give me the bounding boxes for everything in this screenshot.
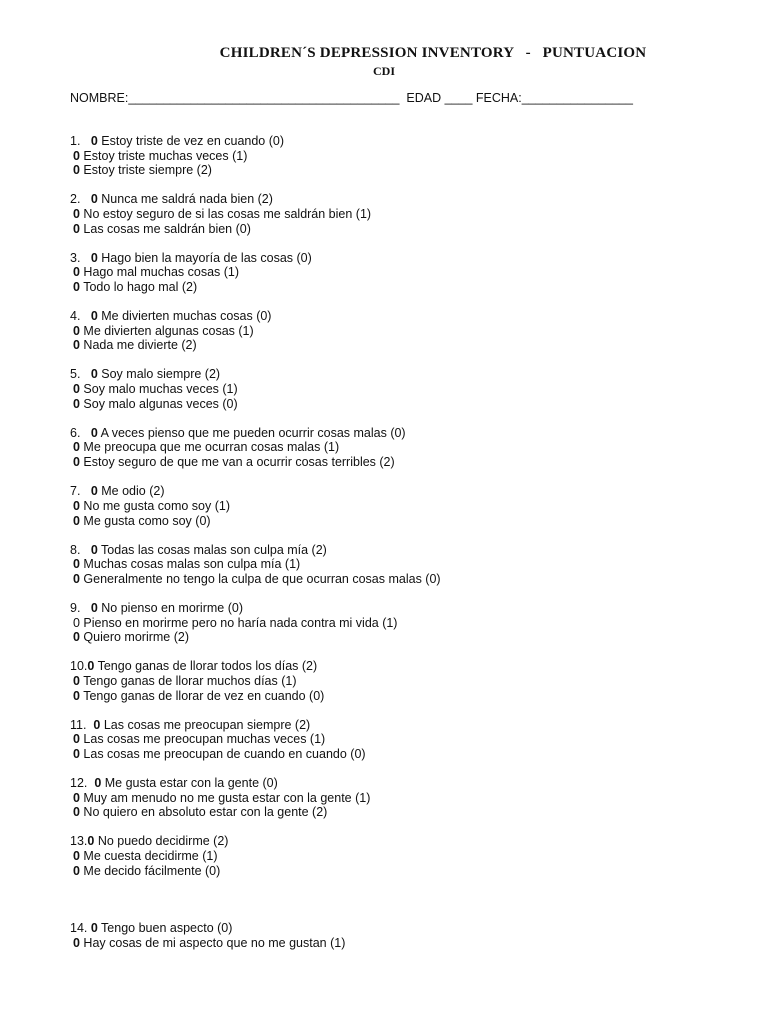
option-score-mark: 0 <box>73 513 80 528</box>
option-text: Me divierten muchas cosas (0) <box>97 309 272 324</box>
option-score-mark: 0 <box>73 849 80 863</box>
option-score-mark: 0 <box>73 440 80 455</box>
option-score-mark: 0 <box>94 775 102 790</box>
option-score-mark: 0 <box>87 659 95 674</box>
question-option <box>70 849 750 864</box>
question-first-option <box>70 776 750 791</box>
question-option <box>70 805 750 820</box>
option-score-mark: 0 <box>90 134 98 148</box>
option-score-mark: 0 <box>90 542 98 557</box>
question-option <box>70 455 750 470</box>
question-option <box>70 689 750 704</box>
question-first-option <box>70 921 750 936</box>
question-number: 12. <box>70 775 95 790</box>
option-text: Nunca me saldrá nada bien (2) <box>97 192 273 207</box>
question-option <box>70 747 750 762</box>
option-text: Tengo ganas de llorar de vez en cuando (0) <box>79 688 325 703</box>
option-text: Muy am menudo no me gusta estar con la gente (1) <box>79 790 371 805</box>
question-number: 14. <box>70 921 91 936</box>
option-score-mark: 0 <box>73 148 80 163</box>
option-text: Muchas cosas malas son culpa mía (1) <box>79 557 301 572</box>
question-option <box>70 616 750 631</box>
option-text: Las cosas me preocupan de cuando en cuando (0) <box>79 746 366 761</box>
option-text: Todas las cosas malas son culpa mía (2) <box>97 542 327 557</box>
question-item <box>70 834 750 878</box>
question-option <box>70 936 750 951</box>
option-score-mark: 0 <box>73 673 80 688</box>
question-first-option <box>70 251 750 266</box>
option-text: No estoy seguro de si las cosas me saldrán bien (1) <box>79 207 372 222</box>
option-text: Soy malo siempre (2) <box>97 367 221 382</box>
document-subtitle: CDI <box>372 64 395 78</box>
option-text: Generalmente no tengo la culpa de que ocurran cosas malas (0) <box>79 571 441 586</box>
question-number: 7. <box>70 484 91 499</box>
question-item <box>70 426 750 470</box>
question-option <box>70 572 750 587</box>
option-text: No pienso en morirme (0) <box>97 600 243 615</box>
option-score-mark: 0 <box>73 863 80 878</box>
question-item <box>70 718 750 762</box>
question-option <box>70 265 750 280</box>
question-item <box>70 776 750 820</box>
option-text: Me preocupa que me ocurran cosas malas (1) <box>79 440 340 455</box>
question-first-option <box>70 601 750 616</box>
question-option <box>70 732 750 747</box>
option-score-mark: 0 <box>73 557 80 572</box>
question-number: 4. <box>70 309 91 324</box>
option-score-mark: 0 <box>73 630 80 645</box>
question-number: 6. <box>70 425 91 440</box>
question-option <box>70 440 750 455</box>
question-item <box>70 601 750 645</box>
option-score-mark: 0 <box>73 221 80 236</box>
option-score-mark: 0 <box>73 265 80 280</box>
option-text: Tengo ganas de llorar todos los días (2) <box>94 659 318 674</box>
option-text: Hago mal muchas cosas (1) <box>79 265 240 280</box>
option-text: Nada me divierte (2) <box>79 338 197 353</box>
question-first-option <box>70 192 750 207</box>
question-option <box>70 149 750 164</box>
option-text: Quiero morirme (2) <box>79 630 189 645</box>
option-score-mark: 0 <box>93 717 101 732</box>
question-item <box>70 659 750 703</box>
option-text: Estoy seguro de que me van a ocurrir cosas terribles (2) <box>79 455 395 470</box>
option-score-mark: 0 <box>87 834 95 849</box>
option-score-mark: 0 <box>73 746 80 761</box>
option-text: No quiero en absoluto estar con la gente (2) <box>79 805 328 820</box>
option-score-mark: 0 <box>90 600 98 615</box>
option-score-mark: 0 <box>90 367 98 382</box>
option-text: Soy malo algunas veces (0) <box>79 396 238 411</box>
question-item <box>70 921 750 950</box>
option-score-mark: 0 <box>73 323 80 338</box>
question-option <box>70 163 750 178</box>
option-score-mark: 0 <box>73 732 80 747</box>
question-number: 9. <box>70 600 91 615</box>
option-score-mark: 0 <box>73 688 80 703</box>
question-number: 10. <box>70 659 88 674</box>
option-text: Pienso en morirme pero no haría nada contra mi vida (1) <box>79 615 398 630</box>
option-score-mark: 0 <box>73 790 80 805</box>
option-score-mark: 0 <box>73 396 80 411</box>
option-text: Hay cosas de mi aspecto que no me gustan (1) <box>79 936 346 951</box>
option-score-mark: 0 <box>90 484 98 499</box>
question-first-option <box>70 834 750 849</box>
option-text: Me odio (2) <box>97 484 165 499</box>
question-item <box>70 309 750 353</box>
option-text: Estoy triste de vez en cuando (0) <box>97 134 285 148</box>
question-number: 11. <box>70 717 94 732</box>
option-score-mark: 0 <box>73 382 80 397</box>
question-option <box>70 280 750 295</box>
question-number: 8. <box>70 542 91 557</box>
option-text: Tengo buen aspecto (0) <box>97 921 233 936</box>
question-option <box>70 514 750 529</box>
question-item <box>70 543 750 587</box>
question-option <box>70 324 750 339</box>
option-score-mark: 0 <box>90 425 98 440</box>
option-score-mark: 0 <box>73 936 80 951</box>
option-text: Tengo ganas de llorar muchos días (1) <box>79 673 297 688</box>
question-first-option <box>70 367 750 382</box>
option-score-mark: 0 <box>73 207 80 222</box>
question-first-option <box>70 718 750 733</box>
option-text: Las cosas me preocupan siempre (2) <box>100 717 311 732</box>
question-first-option <box>70 309 750 324</box>
option-text: Soy malo muchas veces (1) <box>79 382 238 397</box>
option-score-mark: 0 <box>73 571 80 586</box>
option-score-mark: 0 <box>73 615 80 630</box>
question-option <box>70 338 750 353</box>
option-text: Hago bien la mayoría de las cosas (0) <box>97 250 312 265</box>
question-first-option <box>70 484 750 499</box>
option-text: Todo lo hago mal (2) <box>79 280 198 295</box>
option-score-mark: 0 <box>90 192 98 207</box>
question-number: 3. <box>70 250 91 265</box>
question-first-option <box>70 426 750 441</box>
option-score-mark: 0 <box>73 498 80 513</box>
option-text: Me gusta estar con la gente (0) <box>101 775 278 790</box>
question-item <box>70 192 750 236</box>
option-score-mark: 0 <box>73 163 80 178</box>
option-text: Estoy triste siempre (2) <box>79 163 212 178</box>
option-text: Las cosas me preocupan muchas veces (1) <box>79 732 326 747</box>
question-item <box>70 251 750 295</box>
question-number: 2. <box>70 192 91 207</box>
option-score-mark: 0 <box>73 455 80 470</box>
question-first-option <box>70 543 750 558</box>
question-first-option <box>70 134 750 149</box>
question-item <box>70 484 750 528</box>
option-score-mark: 0 <box>90 309 98 324</box>
option-text: Me decido fácilmente (0) <box>79 863 221 878</box>
option-text: Estoy triste muchas veces (1) <box>79 148 248 163</box>
question-option <box>70 397 750 412</box>
option-score-mark: 0 <box>73 280 80 295</box>
option-text: Me cuesta decidirme (1) <box>79 849 218 863</box>
option-text: Las cosas me saldrán bien (0) <box>79 221 251 236</box>
option-text: No me gusta como soy (1) <box>79 498 231 513</box>
question-number: 13. <box>70 834 88 849</box>
question-item <box>70 367 750 411</box>
question-option <box>70 382 750 397</box>
option-text: A veces pienso que me pueden ocurrir cosas malas (0) <box>97 425 406 440</box>
question-first-option <box>70 659 750 674</box>
question-option <box>70 674 750 689</box>
document-title: CHILDREN´S DEPRESSION INVENTORY - PUNTUACION <box>219 45 647 61</box>
question-option <box>70 557 750 572</box>
question-option <box>70 864 750 879</box>
option-text: No puedo decidirme (2) <box>94 834 229 849</box>
option-score-mark: 0 <box>73 805 80 820</box>
option-text: Me gusta como soy (0) <box>79 513 211 528</box>
question-option <box>70 791 750 806</box>
question-item <box>70 134 750 178</box>
question-option <box>70 499 750 514</box>
question-number: 5. <box>70 367 91 382</box>
question-option <box>70 630 750 645</box>
questionnaire-items <box>70 134 750 965</box>
option-score-mark: 0 <box>90 921 98 936</box>
option-score-mark: 0 <box>90 250 98 265</box>
question-number: 1. <box>70 134 91 148</box>
option-text: Me divierten algunas cosas (1) <box>79 323 254 338</box>
option-score-mark: 0 <box>73 338 80 353</box>
question-option <box>70 222 750 237</box>
form-fields-line: NOMBRE:_______________________________________ EDAD ____ FECHA:________________ <box>70 91 633 105</box>
question-option <box>70 207 750 222</box>
